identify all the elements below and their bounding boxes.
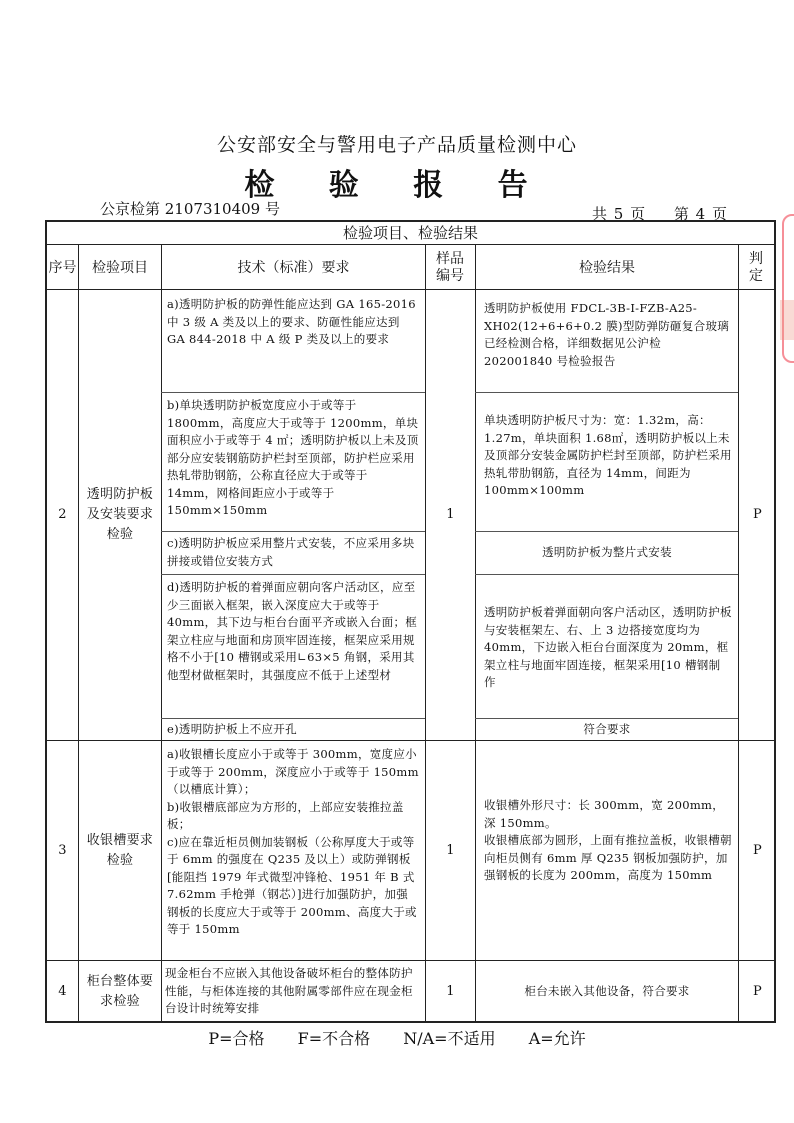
sub-row-divider <box>161 531 425 532</box>
sub-row-divider <box>475 574 738 575</box>
col-header-seq: 序号 <box>48 259 77 276</box>
requirement-b: b)单块透明防护板宽度应小于或等于 1800mm，高度应大于或等于 1200mm，单块面积应小于或等于 4 ㎡；透明防护板以上未及顶部分应安装钢筋防护栏封至顶部，防护栏应采用热轧带肋钢筋，公称直径应大于或等于 14mm，网格间距应小于或等于 150mm×150mm <box>167 398 419 517</box>
legend-na: N/A=不适用 <box>403 1029 496 1048</box>
row-item: 透明防护板及安装要求检验 <box>86 487 154 542</box>
result-e: 符合要求 <box>583 721 631 736</box>
row-verdict: P <box>752 984 763 999</box>
row-item: 收银槽要求检验 <box>86 832 154 868</box>
requirement-a: a)透明防护板的防弹性能应达到 GA 165-2016 中 3 级 A 类及以上的要求、防砸性能应达到 GA 844-2018 中 A 级 P 类及以上的要求 <box>167 297 416 346</box>
verdict-legend <box>0 1026 794 1049</box>
row-sample: 1 <box>446 507 455 522</box>
legend-pass: P=合格 <box>208 1029 265 1048</box>
row-sample: 1 <box>446 842 455 858</box>
col-header-result: 检验结果 <box>579 259 635 276</box>
result-counter: 柜台未嵌入其他设备，符合要求 <box>524 984 690 999</box>
sub-row-divider <box>161 392 425 393</box>
row-verdict: P <box>752 507 763 522</box>
result-c: 透明防护板为整片式安装 <box>542 545 672 560</box>
sub-row-divider <box>161 574 425 575</box>
col-divider <box>475 245 476 1023</box>
result-b: 单块透明防护板尺寸为：宽：1.32m，高：1.27m，单块面积 1.68㎡，透明防护板以上未及顶部分安装金属防护栏封至顶部，防护栏采用热轧带肋钢筋，直径为 14mm，间距为 100mm×100mm <box>484 413 732 497</box>
result-a: 透明防护板使用 FDCL-3B-I-FZB-A25-XH02(12+6+6+0.2 膜)型防弹防砸复合玻璃已经检测合格，详细数据见公沪检 202001840 号检验报告 <box>484 301 730 368</box>
seal-stamp-mark <box>780 300 794 340</box>
sub-row-divider <box>161 718 425 719</box>
requirement-e: e)透明防护板上不应开孔 <box>167 722 297 736</box>
organization-name: 公安部安全与警用电子产品质量检测中心 <box>216 134 577 156</box>
report-number: 公京检第 2107310409 号 <box>100 200 280 218</box>
row-sample: 1 <box>446 984 455 999</box>
col-header-sample-no: 样品编号 <box>436 251 464 284</box>
requirement-c: c)透明防护板应采用整片式安装，不应采用多块拼接或错位安装方式 <box>167 536 415 568</box>
total-pages: 共 5 页 <box>592 205 647 223</box>
sub-row-divider <box>475 392 738 393</box>
row-seq: 3 <box>58 842 67 858</box>
col-divider <box>161 245 162 1023</box>
legend-fail: F=不合格 <box>297 1029 371 1048</box>
seal-stamp <box>782 214 794 363</box>
col-header-requirement: 技术（标准）要求 <box>237 259 350 276</box>
col-header-verdict: 判定 <box>749 251 763 284</box>
row-seq: 4 <box>58 984 67 999</box>
report-title: 检 验 报 告 <box>244 168 550 203</box>
sub-row-divider <box>475 531 738 532</box>
requirement-d: d)透明防护板的着弹面应朝向客户活动区，应至少三面嵌入框架，嵌入深度应大于或等于 40mm，其下边与柜台台面平齐或嵌入台面；框架立柱应与地面和房顶牢固连接，框架应采用规格不小于[10 槽钢或采用∟63×5 角钢，采用其他型材做框架时，其强度应不低于上述型材 <box>167 580 418 682</box>
row-item: 柜台整体要求检验 <box>86 974 154 1009</box>
result-d: 透明防护板着弹面朝向客户活动区，透明防护板与安装框架左、右、上 3 边搭接宽度均为 40mm，下边嵌入柜台台面深度为 20mm，框架立柱与地面牢固连接，框架采用[10 槽钢制作 <box>484 605 732 689</box>
current-page: 第 4 页 <box>673 205 728 223</box>
result-cash-slot: 收银槽外形尺寸：长 300mm，宽 200mm，深 150mm。 收银槽底部为圆形，上面有推拉盖板，收银槽朝向柜员侧有 6mm 厚 Q235 钢板加强防护，加强钢板的长度为 200mm，高度为 150mm <box>484 798 732 882</box>
requirement-cash-slot: a)收银槽长度应小于或等于 300mm，宽度应小于或等于 200mm，深度应小于或等于 150mm（以槽底计算）； b)收银槽底部应为方形的，上部应安装推拉盖板； c)应在靠近柜员侧加装钢板（公称厚度大于或等于 6mm 的强度在 Q235 及以上）或防弹钢板[能阻挡 1979 年式微型冲锋枪、1951 年 B 式 7.62mm 手枪弹（钢芯）]进行加强防护，加强钢板的长度应大于或等于 200mm、高度大于或等于 150mm <box>167 747 419 936</box>
requirement-counter: 现金柜台不应嵌入其他设备破坏柜台的整体防护性能，与柜体连接的其他附属零部件应在现金柜台设计时统筹安排 <box>165 966 413 1015</box>
row-seq: 2 <box>58 507 67 522</box>
col-header-item: 检验项目 <box>92 259 148 276</box>
col-divider <box>78 245 79 1023</box>
row-verdict: P <box>752 842 763 858</box>
section-title: 检验项目、检验结果 <box>45 222 776 245</box>
legend-allowed: A=允许 <box>528 1029 586 1048</box>
